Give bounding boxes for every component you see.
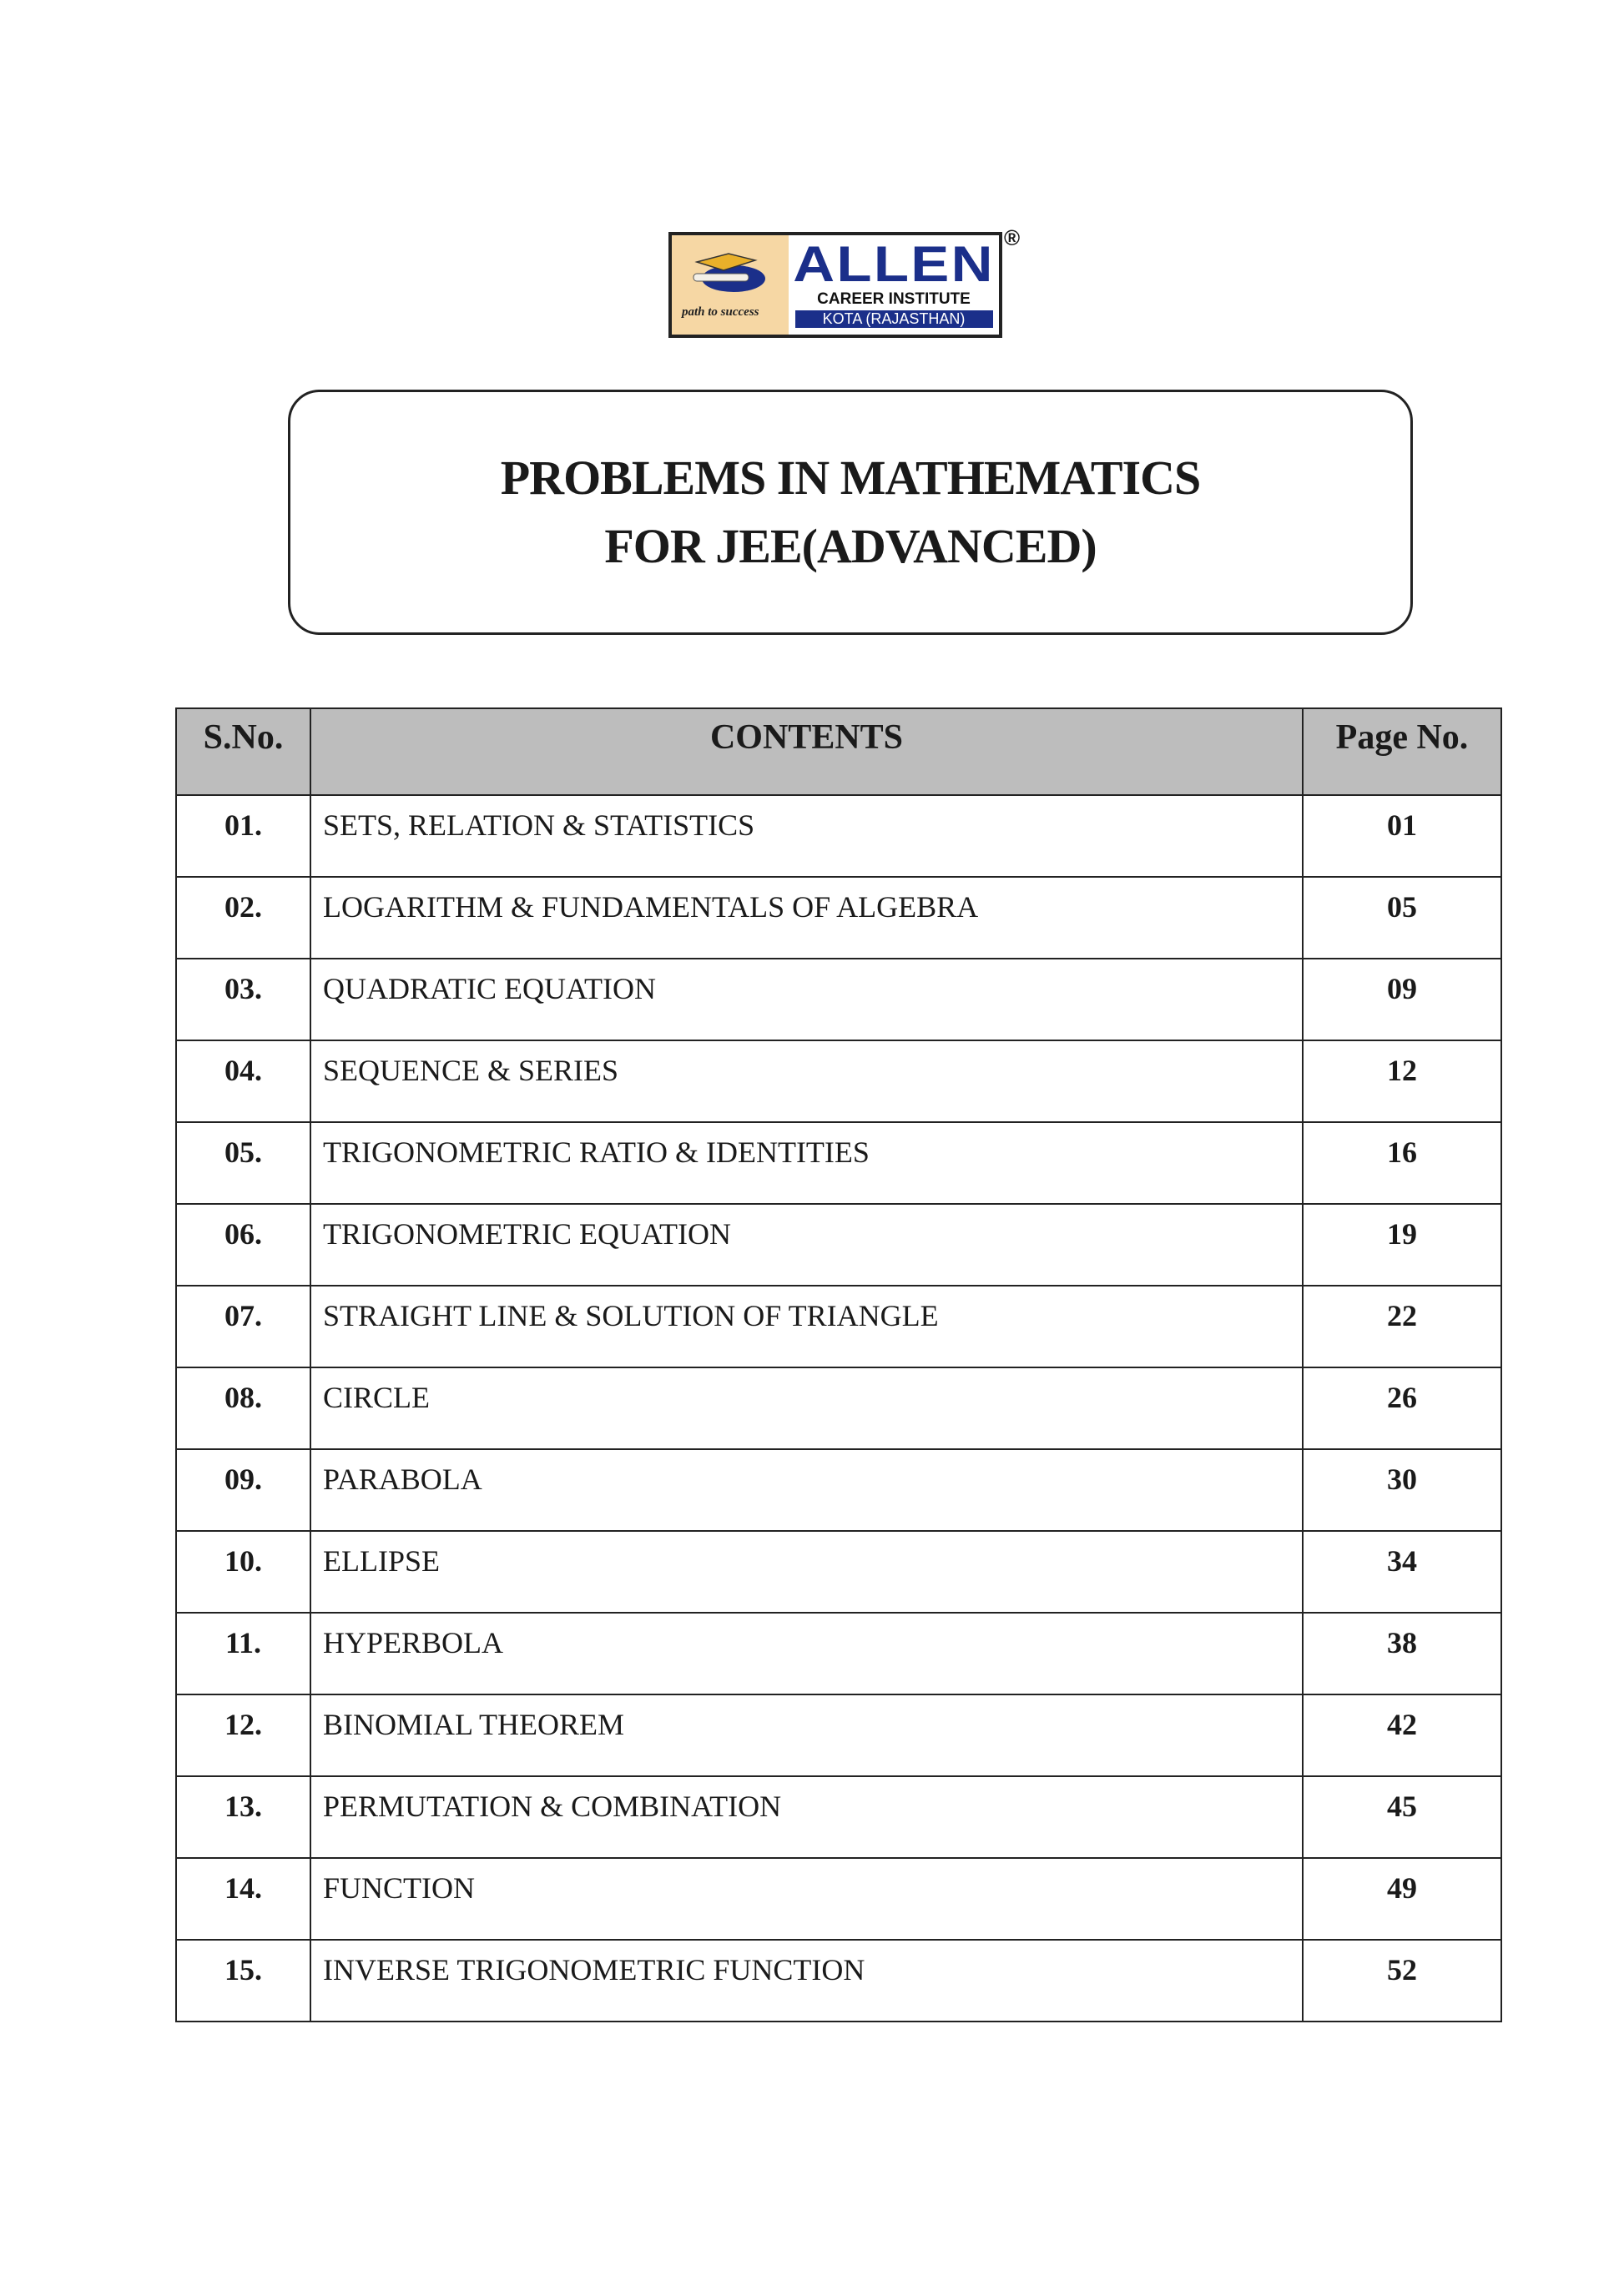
- row-page: 16: [1303, 1122, 1501, 1204]
- header-contents: CONTENTS: [310, 708, 1303, 795]
- row-sno: 01.: [176, 795, 310, 877]
- table-row: [176, 1204, 1501, 1286]
- row-title: FUNCTION: [310, 1858, 1303, 1940]
- row-page: 49: [1303, 1858, 1501, 1940]
- table-row: [176, 1367, 1501, 1449]
- table-header-row: [176, 708, 1501, 795]
- table-row: [176, 1286, 1501, 1367]
- row-title: INVERSE TRIGONOMETRIC FUNCTION: [310, 1940, 1303, 2022]
- logo-emblem-panel: [672, 235, 789, 335]
- table-row: [176, 1776, 1501, 1858]
- table-row: [176, 1694, 1501, 1776]
- row-sno: 02.: [176, 877, 310, 959]
- row-sno: 03.: [176, 959, 310, 1040]
- table-row: [176, 1940, 1501, 2022]
- row-page: 01: [1303, 795, 1501, 877]
- table-row: [176, 1613, 1501, 1694]
- row-page: 22: [1303, 1286, 1501, 1367]
- title-line-2: FOR JEE(ADVANCED): [604, 519, 1097, 573]
- row-page: 30: [1303, 1449, 1501, 1531]
- row-page: 09: [1303, 959, 1501, 1040]
- row-page: 12: [1303, 1040, 1501, 1122]
- row-title: PERMUTATION & COMBINATION: [310, 1776, 1303, 1858]
- row-title: TRIGONOMETRIC RATIO & IDENTITIES: [310, 1122, 1303, 1204]
- row-page: 19: [1303, 1204, 1501, 1286]
- registered-mark: ®: [1004, 225, 1021, 250]
- table-row: [176, 1531, 1501, 1613]
- row-title: SEQUENCE & SERIES: [310, 1040, 1303, 1122]
- row-sno: 15.: [176, 1940, 310, 2022]
- logo-brand: ALLEN: [793, 236, 995, 292]
- table-row: [176, 1122, 1501, 1204]
- table-row: [176, 877, 1501, 959]
- contents-table: [175, 707, 1502, 2022]
- header-page: Page No.: [1303, 708, 1501, 795]
- row-sno: 05.: [176, 1122, 310, 1204]
- title-line-1: PROBLEMS IN MATHEMATICS: [500, 451, 1201, 505]
- row-sno: 08.: [176, 1367, 310, 1449]
- row-sno: 14.: [176, 1858, 310, 1940]
- table-row: [176, 1858, 1501, 1940]
- row-sno: 07.: [176, 1286, 310, 1367]
- row-page: 38: [1303, 1613, 1501, 1694]
- row-sno: 06.: [176, 1204, 310, 1286]
- logo-tagline: path to success: [682, 305, 759, 319]
- row-title: CIRCLE: [310, 1367, 1303, 1449]
- title-box: [288, 390, 1413, 635]
- row-title: ELLIPSE: [310, 1531, 1303, 1613]
- row-sno: 13.: [176, 1776, 310, 1858]
- row-page: 52: [1303, 1940, 1501, 2022]
- logo-location: KOTA (RAJASTHAN): [795, 310, 993, 328]
- row-title: LOGARITHM & FUNDAMENTALS OF ALGEBRA: [310, 877, 1303, 959]
- graduation-cap-icon: [690, 252, 767, 294]
- allen-logo: [668, 232, 1002, 338]
- table-row: [176, 1040, 1501, 1122]
- row-sno: 11.: [176, 1613, 310, 1694]
- row-title: PARABOLA: [310, 1449, 1303, 1531]
- header-sno: S.No.: [176, 708, 310, 795]
- table-row: [176, 795, 1501, 877]
- row-sno: 12.: [176, 1694, 310, 1776]
- logo-subtitle: CAREER INSTITUTE: [817, 290, 971, 308]
- row-page: 42: [1303, 1694, 1501, 1776]
- row-title: TRIGONOMETRIC EQUATION: [310, 1204, 1303, 1286]
- row-title: SETS, RELATION & STATISTICS: [310, 795, 1303, 877]
- table-row: [176, 959, 1501, 1040]
- row-title: BINOMIAL THEOREM: [310, 1694, 1303, 1776]
- row-title: STRAIGHT LINE & SOLUTION OF TRIANGLE: [310, 1286, 1303, 1367]
- row-title: HYPERBOLA: [310, 1613, 1303, 1694]
- row-page: 05: [1303, 877, 1501, 959]
- row-page: 45: [1303, 1776, 1501, 1858]
- row-sno: 09.: [176, 1449, 310, 1531]
- table-row: [176, 1449, 1501, 1531]
- row-sno: 04.: [176, 1040, 310, 1122]
- row-page: 34: [1303, 1531, 1501, 1613]
- row-title: QUADRATIC EQUATION: [310, 959, 1303, 1040]
- row-page: 26: [1303, 1367, 1501, 1449]
- row-sno: 10.: [176, 1531, 310, 1613]
